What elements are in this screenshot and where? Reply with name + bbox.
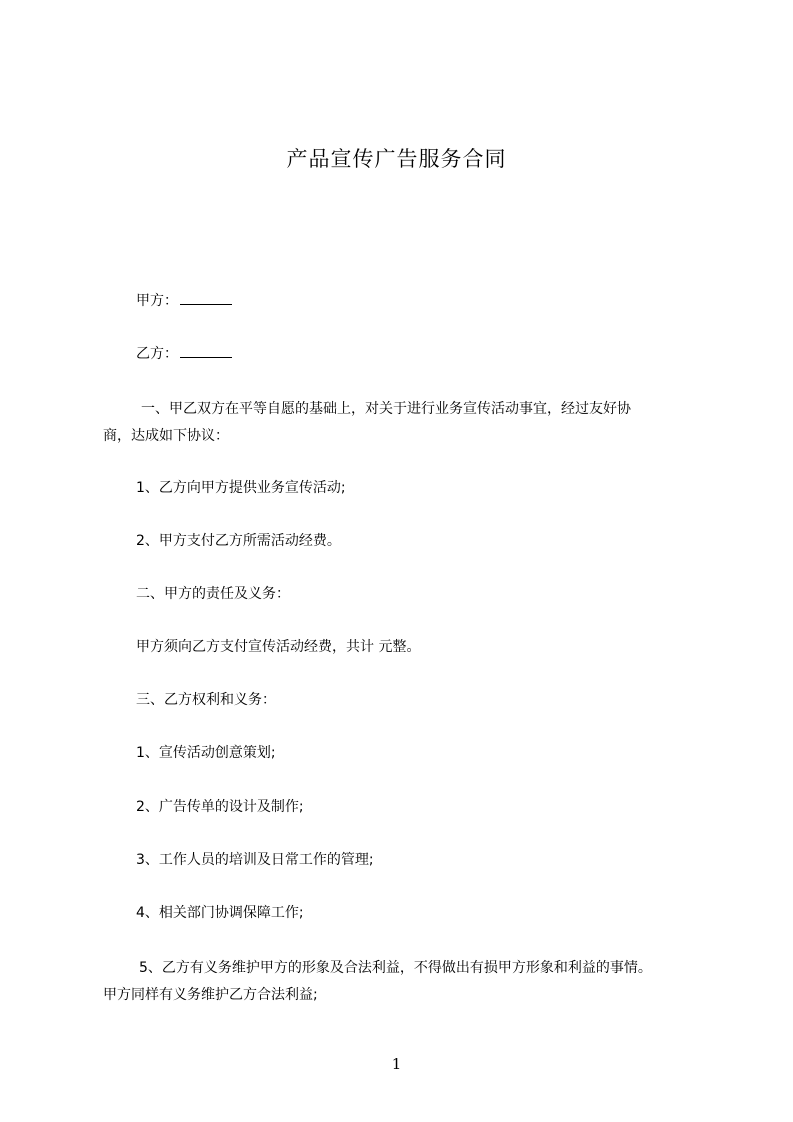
party-a-line (103, 288, 736, 315)
party-a-label: 甲方： (136, 293, 178, 309)
clause-1-line-1: 一、甲乙双方在平等自愿的基础上，对关于进行业务宣传活动事宜，经过友好协 (141, 401, 631, 417)
section-3-item-5-line-1: 5、乙方有义务维护甲方的形象及合法利益，不得做出有损甲方形象和利益的事情。 (139, 960, 652, 976)
clause-1-paragraph (103, 396, 703, 450)
section-2-text: 甲方须向乙方支付宣传活动经费，共计 元整。 (136, 639, 421, 655)
section-3-item-5 (103, 955, 703, 1009)
section-3-item-3: 3、工作人员的培训及日常工作的管理; (136, 852, 374, 868)
clause-1-item-1: 1、乙方向甲方提供业务宣传活动; (136, 480, 346, 496)
document-title: 产品宣传广告服务合同 (286, 147, 507, 171)
section-3-heading: 三、乙方权利和义务： (136, 692, 276, 708)
clause-1-line-2: 商，达成如下协议： (103, 428, 229, 444)
party-b-label: 乙方： (136, 346, 178, 362)
section-3-item-2: 2、广告传单的设计及制作; (136, 799, 304, 815)
party-a-blank (180, 289, 232, 305)
party-b-blank (180, 342, 232, 358)
section-3-item-1: 1、宣传活动创意策划; (136, 745, 276, 761)
section-3-item-5-line-2: 甲方同样有义务维护乙方合法利益; (103, 987, 318, 1003)
section-3-item-4: 4、相关部门协调保障工作; (136, 905, 304, 921)
clause-1-item-2: 2、甲方支付乙方所需活动经费。 (136, 533, 341, 549)
section-2-heading: 二、甲方的责任及义务： (136, 586, 290, 602)
party-b-line (103, 341, 736, 368)
page-number: 1 (391, 1055, 402, 1073)
